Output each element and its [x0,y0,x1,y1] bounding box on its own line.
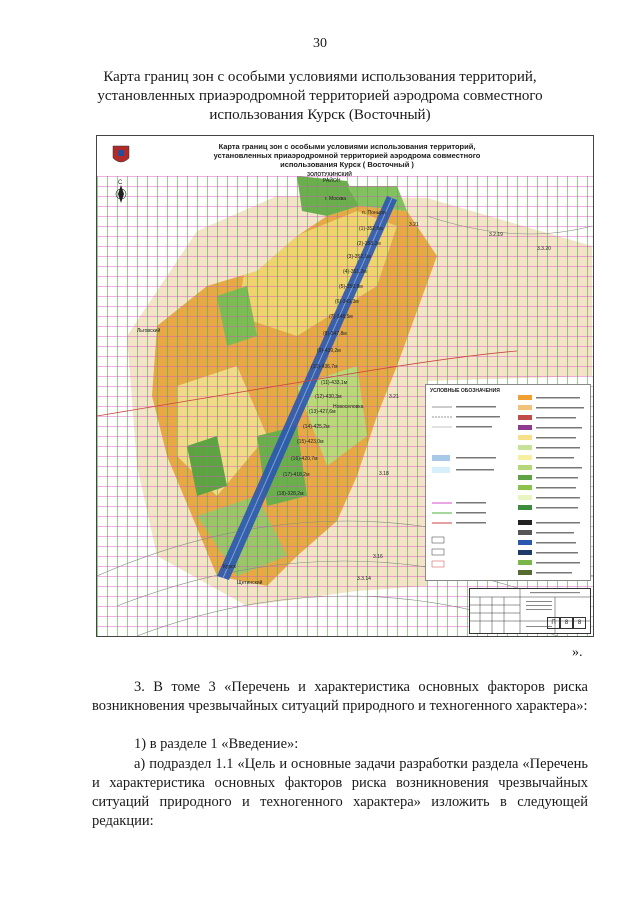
sheet-number [547,617,586,629]
label-kursk: Курск [223,564,236,570]
closing-quote: ». [572,645,583,660]
legend-swatches [426,385,590,580]
label-zone-321: 3.21 [409,222,419,228]
label-height-9: (9)-439,2м [317,348,341,354]
label-height-8: (8)-347,8м [323,331,347,337]
label-zone-316: 3.16 [373,554,383,560]
paragraph-1: 3. В томе 3 «Перечень и характеристика основных факторов риска возникновения чрезвычайных ситуаций природного и техногенного характера»: [92,679,588,714]
label-height-1: (1)-352,8м [359,226,383,232]
label-height-4: (4)-351,2м [343,269,367,275]
label-height-6: (6)-349,3м [335,299,359,305]
title-block [469,588,591,634]
label-height-17: (17)-418,2м [283,472,310,478]
label-height-11: (11)-433,1м [321,380,348,386]
paragraph-2: 1) в разделе 1 «Введение»: [134,736,299,752]
label-zone-318: 3.18 [379,471,389,477]
label-height-15: (15)-423,0м [297,439,324,445]
label-moskva: г. Москва [325,196,347,202]
label-height-7: (7)-348,5м [329,314,353,320]
sheet-cell: П [547,617,560,629]
label-height-2: (2)-353,2м [357,241,381,247]
label-district: ЗОЛОТУХИНСКИЙ [307,172,352,178]
label-ponyri: п. Поныри [362,210,386,216]
label-lgovskiy: Льговский [137,328,161,334]
label-height-13: (13)-427,6м [309,409,336,415]
label-zone-319: 3.2.19 [489,232,503,238]
page-number: 30 [313,36,327,51]
label-novoselovka: Новоселовка [333,404,364,410]
label-height-10: (10)-436,7м [311,364,338,370]
legend-title: УСЛОВНЫЕ ОБОЗНАЧЕНИЯ [430,388,500,394]
label-shchetinsky: Щетинский [237,580,263,586]
label-height-16: (16)-420,7м [291,456,318,462]
document-title: Карта границ зон с особыми условиями использования территорий, установленных приаэродромной территорией аэродрома совместного использования Курск (Восточный) [97,69,543,123]
sheet-cell: 8 [560,617,573,629]
label-zone-314: 3.3.14 [357,576,371,582]
label-height-12: (12)-430,3м [315,394,342,400]
label-height-3: (3)-352,1м [347,254,371,260]
compass-letter: С [118,180,123,186]
label-district2: РАЙОН [323,178,341,184]
emblem-icon [113,146,129,162]
label-height-14: (14)-425,2м [303,424,330,430]
label-height-5: (5)-350,8м [339,284,363,290]
map-legend [425,384,591,581]
sheet-cell: 8 [573,617,586,629]
label-zone-320: 3.3.20 [537,246,551,252]
label-height-18: (18)-328,2м [277,491,304,497]
label-zone-321b: 3.21 [389,394,399,400]
paragraph-3: а) подраздел 1.1 «Цель и основные задачи разработки раздела «Перечень и характеристика основных факторов риска возникновения чрезвычайных ситуаций природного и техногенного характера» изложить в следующей редакции: [92,756,588,829]
zone-map [96,135,594,637]
map-title: Карта границ зон с особыми условиями использования территорий, установленных приаэродромной территорией аэродрома совместного использования Курск ( Восточный ) [213,142,481,169]
